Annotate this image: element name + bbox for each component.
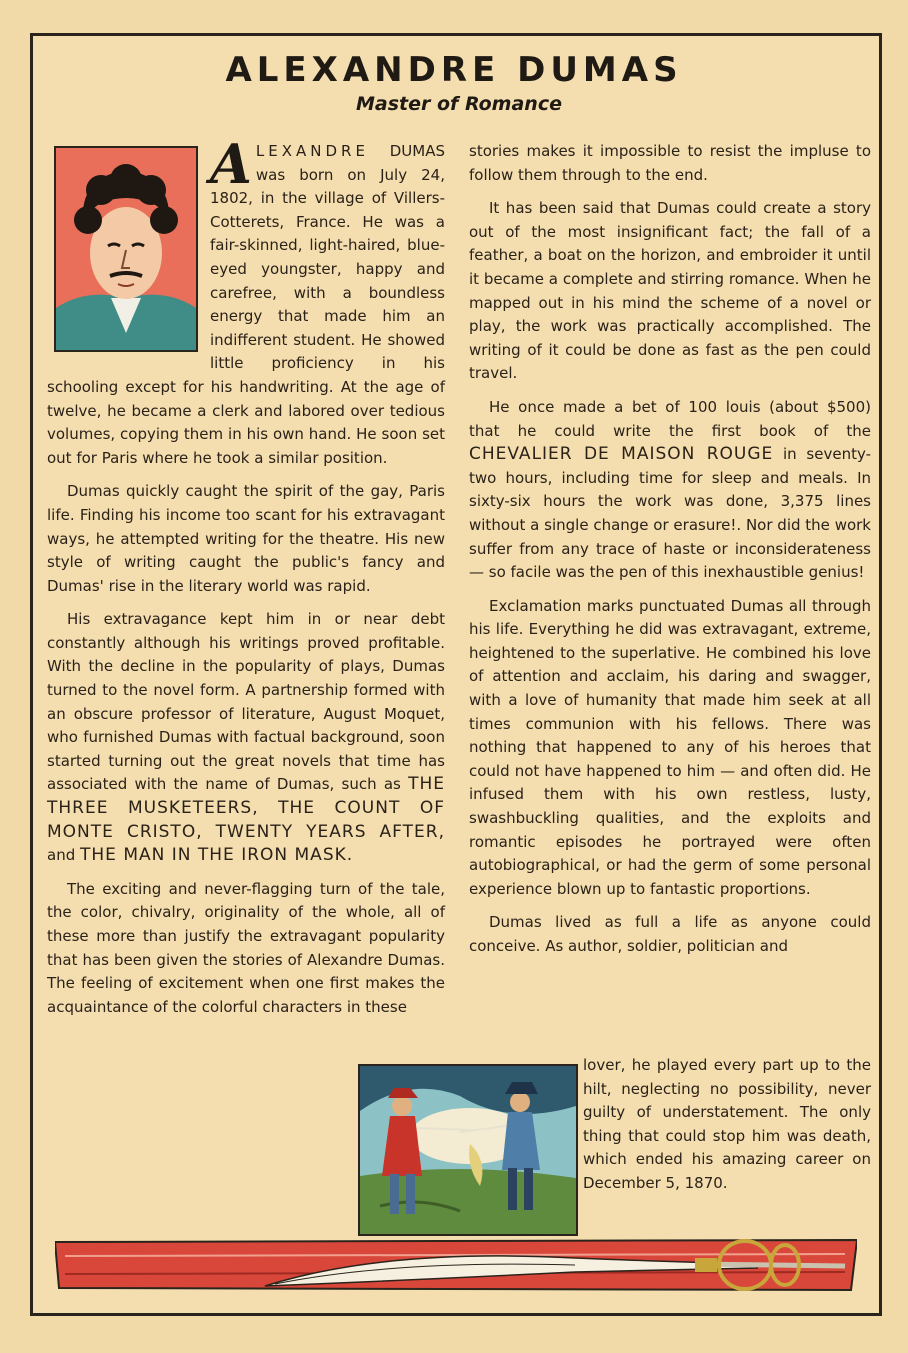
quill-sword-ornament	[55, 1228, 857, 1302]
book-title: CHEVALIER DE MAISON ROUGE	[469, 444, 774, 465]
page-title: ALEXANDRE DUMAS	[225, 50, 683, 90]
duel-scene	[358, 1064, 578, 1236]
paragraph-paris: Dumas quickly caught the spirit of the gay, Paris life. Finding his income too scant for his extravagant ways, he attempted writing for the theatre. His new style of writing caught the public's fancy and Dumas' rise in the literary world was rapid.	[47, 482, 445, 595]
paragraph-story: It has been said that Dumas could create a story out of the most insignificant fact; the fall of a feather, a boat on the horizon, and embroider it until it became a complete and stirring romance. When he mapped out in his mind the scheme of a novel or play, the work was practically accomplished. The writing of it could be done as fast as the pen could travel.	[469, 199, 871, 383]
page-subtitle: Master of Romance	[356, 93, 562, 115]
paragraph-impulse: stories makes it impossible to resist the impluse to follow them through to the end.	[469, 142, 871, 184]
bet-text: He once made a bet of 100 louis (about $500) that he could write the first book of the	[469, 397, 871, 440]
duel-illustration	[360, 1066, 576, 1234]
paragraph-exclamation: Exclamation marks punctuated Dumas all through his life. Everything he did was extravagant, extreme, heightened to the superlative. He combined his love of attention and acclaim, his daring and swagger, with a love of humanity that made him seek at all times communion with his fellows. There was nothing that happened to any of his heroes that could not have happened to him — and often did. He infused them with his own restless, lusty, swashbuckling qualities, and the exploits and romantic episodes he portrayed were often autobiographical, or had the germ of some personal experience blown up to fantastic proportions.	[469, 596, 871, 898]
portrait-illustration	[56, 148, 196, 350]
intro-text: DUMAS was born on July 24, 1802, in the village of Villers-Cotterets, France. He was a fair-skinned, light-haired, blue-eyed youngster, happy and carefree, with a boundless energy that made him an indifferent student. He showed little proficiency in his schooling except for his handwriting. At the age of twelve, he became a clerk and labored over tedious volumes, copying them in his own hand. He soon set out for Paris where he took a similar position.	[47, 142, 445, 467]
novel-titles-2: THE MAN IN THE IRON MASK.	[80, 845, 354, 866]
decorative-banner	[55, 1228, 857, 1302]
paragraph-intro	[47, 132, 445, 470]
life-text-b: lover, he played every part up to the hilt, neglecting no possibility, never guilty of understatement. The only thing that could stop him was death, which ended his amazing career on December 5, 1870.	[583, 1056, 871, 1192]
left-column	[47, 132, 445, 1029]
life-text-a: Dumas lived as full a life as anyone could conceive. As author, soldier, politician and	[469, 913, 871, 955]
novels-and: and	[47, 846, 76, 865]
novel-titles-1: THE THREE MUSKETEERS, THE COUNT OF MONTE CRISTO, TWENTY YEARS AFTER,	[47, 774, 445, 842]
right-column	[469, 140, 871, 969]
bet-rest: in seventy-two hours, including time for sleep and meals. In sixty-six hours the work was done, 3,375 lines without a single change or erasure!. Nor did the work suffer from any trace of haste or inconsiderateness — so facile was the pen of this inexhaustible genius!	[469, 445, 871, 582]
novels-text: His extravagance kept him in or near debt constantly although his writings proved profitable. With the decline in the popularity of plays, Dumas turned to the novel form. A partnership formed with an obscure professor of literature, August Moquet, who furnished Dumas with factual background, soon started turning out the great novels that time has associated with the name of Dumas, such as	[47, 610, 445, 794]
life-text-b-block	[583, 1054, 871, 1196]
paragraph-novels	[47, 608, 445, 868]
paragraph-life	[469, 911, 871, 958]
intro-opener: LEXANDRE	[255, 142, 369, 160]
paragraph-bet	[469, 396, 871, 585]
dropcap-letter: A	[210, 132, 252, 196]
paragraph-excitement: The exciting and never-flagging turn of the tale, the color, chivalry, originality of the whole, all of these more than justify the extravagant popularity that has been given the stories of Alexandre Dumas. The feeling of excitement when one first makes the acquaintance of the colorful characters in these	[47, 879, 445, 1016]
dumas-portrait	[54, 146, 198, 352]
